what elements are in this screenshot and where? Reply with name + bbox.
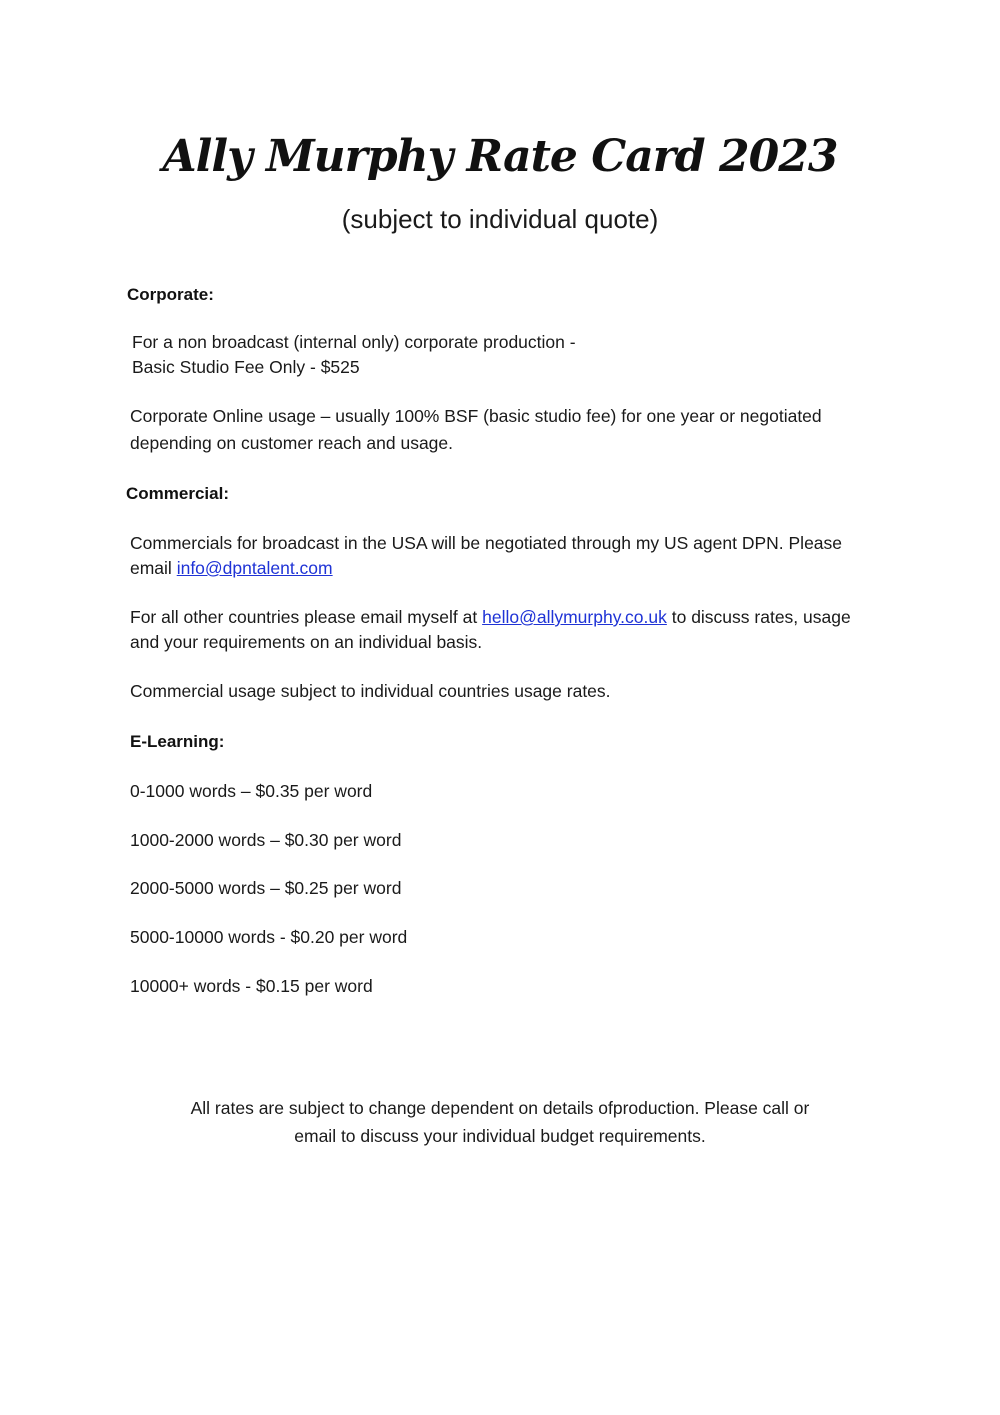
corporate-heading: Corporate: [127, 285, 214, 304]
commercial-other-line-2: and your requirements on an individual basis. [130, 632, 483, 652]
footer-line-2: email to discuss your individual budget requirements. [294, 1126, 706, 1146]
corporate-online-line-1: Corporate Online usage – usually 100% BSF (basic studio fee) for one year or negotiated [130, 406, 822, 426]
corporate-line-2: Basic Studio Fee Only - $525 [132, 357, 360, 377]
corporate-online-line-2: depending on customer reach and usage. [130, 433, 454, 453]
commercial-heading: Commercial: [126, 484, 229, 503]
commercial-other-suffix: to discuss rates, usage [671, 607, 851, 627]
elearning-rate: 2000-5000 words – $0.25 per word [130, 878, 402, 898]
commercial-usage-note: Commercial usage subject to individual countries usage rates. [130, 681, 611, 701]
commercial-other-prefix: For all other countries please email myself at [130, 607, 478, 627]
ally-email-link[interactable]: hello@allymurphy.co.uk [482, 607, 667, 627]
footer-line-1: All rates are subject to change dependent on details ofproduction. Please call or [190, 1098, 810, 1118]
commercial-usa-line-1: Commercials for broadcast in the USA will be negotiated through my US agent DPN. Please [130, 533, 843, 553]
elearning-rate: 0-1000 words – $0.35 per word [130, 781, 373, 801]
corporate-line-1: For a non broadcast (internal only) corporate production - [132, 332, 576, 352]
commercial-usa-email-prefix: email [130, 558, 172, 578]
commercial-usa-line-2 [130, 556, 333, 581]
elearning-rate: 10000+ words - $0.15 per word [130, 976, 373, 996]
page-subtitle: (subject to individual quote) [341, 204, 659, 234]
elearning-heading: E-Learning: [130, 732, 225, 751]
dpn-email-link[interactable]: info@dpntalent.com [176, 558, 333, 578]
commercial-other-line-1 [130, 605, 851, 630]
elearning-rate: 1000-2000 words – $0.30 per word [130, 830, 402, 850]
elearning-rate: 5000-10000 words - $0.20 per word [130, 927, 408, 947]
page-title: Ally Murphy Rate Card 2023 [162, 131, 838, 182]
